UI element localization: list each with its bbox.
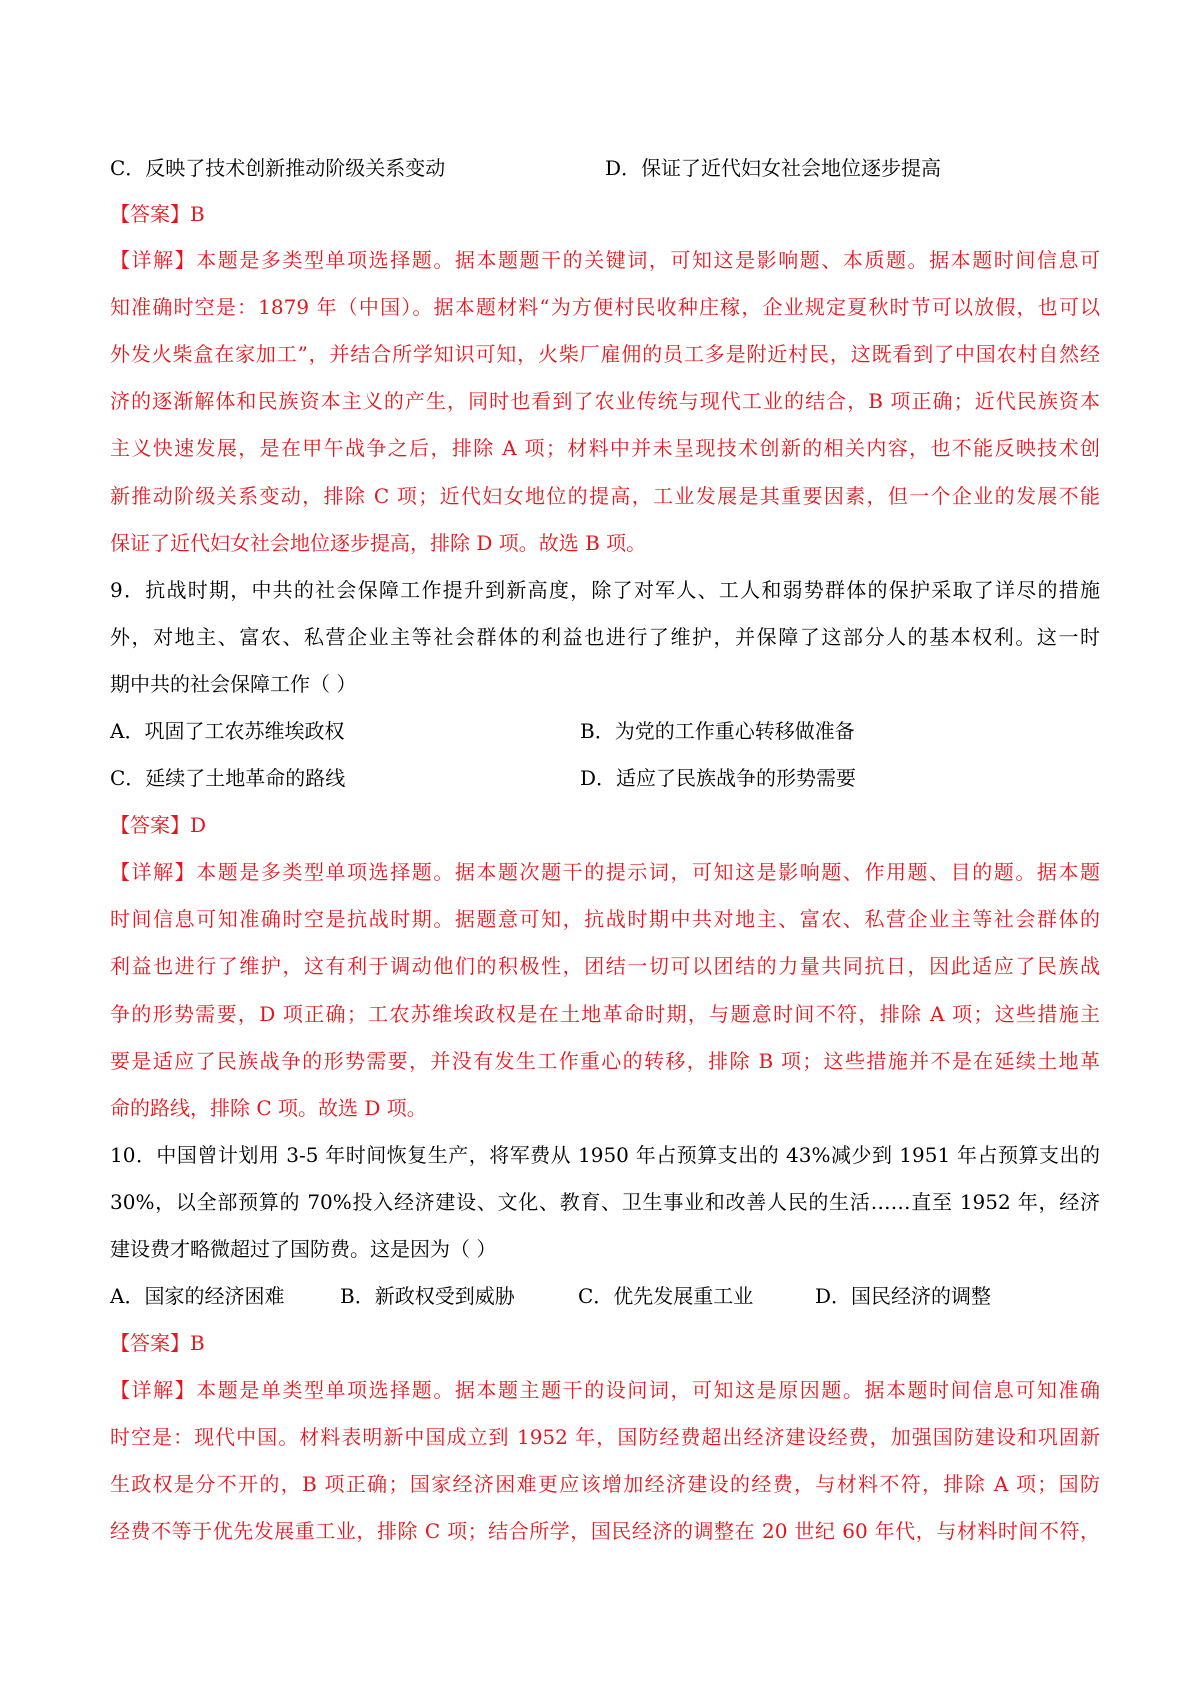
q10-detail-line: 【详解】本题是单类型单项选择题。据本题主题干的设问词，可知这是原因题。据本题时间信息可知准确 (110, 1378, 1100, 1402)
q10-answer: 【答案】B (110, 1331, 205, 1355)
q10-detail-line: 生政权是分不开的，B 项正确；国家经济困难更应该增加经济建设的经费，与材料不符，排除 A 项；国防 (110, 1472, 1100, 1496)
q9-option-d: D．适应了民族战争的形势需要 (580, 766, 857, 790)
q8-option-c: C．反映了技术创新推动阶级关系变动 (110, 156, 446, 180)
q10-detail-line: 时空是：现代中国。材料表明新中国成立到 1952 年，国防经费超出经济建设经费，加强国防建设和巩固新 (110, 1425, 1100, 1449)
q8-detail-line: 知准确时空是：1879 年（中国）。据本题材料“为方便村民收种庄稼，企业规定夏秋时节可以放假，也可以 (110, 295, 1100, 319)
q9-option-c: C．延续了土地革命的路线 (110, 766, 346, 790)
q8-detail-line: 【详解】本题是多类型单项选择题。据本题题干的关键词，可知这是影响题、本质题。据本题时间信息可 (110, 248, 1100, 272)
q10-detail-line: 经费不等于优先发展重工业，排除 C 项；结合所学，国民经济的调整在 20 世纪 60 年代，与材料时间不符， (110, 1519, 1100, 1543)
q9-detail-line: 争的形势需要，D 项正确；工农苏维埃政权是在土地革命时期，与题意时间不符，排除 A 项；这些措施主 (110, 1002, 1100, 1026)
q10-option-b: B．新政权受到威胁 (340, 1284, 515, 1308)
q8-detail-line: 保证了近代妇女社会地位逐步提高，排除 D 项。故选 B 项。 (110, 531, 647, 555)
q9-stem-line: 外，对地主、富农、私营企业主等社会群体的利益也进行了维护，并保障了这部分人的基本权利。这一时 (110, 625, 1100, 649)
q8-answer: 【答案】B (110, 202, 205, 226)
q9-option-a: A．巩固了工农苏维埃政权 (110, 719, 345, 743)
q8-detail-line: 新推动阶级关系变动，排除 C 项；近代妇女地位的提高，工业发展是其重要因素，但一个企业的发展不能 (110, 484, 1100, 508)
q9-detail-line: 时间信息可知准确时空是抗战时期。据题意可知，抗战时期中共对地主、富农、私营企业主等社会群体的 (110, 907, 1100, 931)
q9-stem-line: 期中共的社会保障工作（ ） (110, 672, 357, 696)
q10-option-a: A．国家的经济困难 (110, 1284, 285, 1308)
q8-option-d: D．保证了近代妇女社会地位逐步提高 (605, 156, 942, 180)
q10-stem-line: 10．中国曾计划用 3-5 年时间恢复生产，将军费从 1950 年占预算支出的 43%减少到 1951 年占预算支出的 (110, 1143, 1100, 1167)
q9-detail-line: 命的路线，排除 C 项。故选 D 项。 (110, 1096, 427, 1120)
q10-option-c: C．优先发展重工业 (578, 1284, 754, 1308)
q10-stem-line: 建设费才略微超过了国防费。这是因为（ ） (110, 1237, 497, 1261)
q10-stem-line: 30%，以全部预算的 70%投入经济建设、文化、教育、卫生事业和改善人民的生活……直至 1952 年，经济 (110, 1190, 1100, 1214)
q10-option-d: D．国民经济的调整 (815, 1284, 992, 1308)
q9-detail-line: 利益也进行了维护，这有利于调动他们的积极性，团结一切可以团结的力量共同抗日，因此适应了民族战 (110, 954, 1100, 978)
q9-detail-line: 要是适应了民族战争的形势需要，并没有发生工作重心的转移，排除 B 项；这些措施并不是在延续土地革 (110, 1049, 1100, 1073)
q8-detail-line: 主义快速发展，是在甲午战争之后，排除 A 项；材料中并未呈现技术创新的相关内容，也不能反映技术创 (110, 436, 1100, 460)
q9-stem-line: 9．抗战时期，中共的社会保障工作提升到新高度，除了对军人、工人和弱势群体的保护采取了详尽的措施 (110, 578, 1100, 602)
q9-option-b: B．为党的工作重心转移做准备 (580, 719, 855, 743)
q8-detail-line: 外发火柴盒在家加工”，并结合所学知识可知，火柴厂雇佣的员工多是附近村民，这既看到了中国农村自然经 (110, 342, 1100, 366)
q8-detail-line: 济的逐渐解体和民族资本主义的产生，同时也看到了农业传统与现代工业的结合，B 项正确；近代民族资本 (110, 389, 1100, 413)
q9-detail-line: 【详解】本题是多类型单项选择题。据本题次题干的提示词，可知这是影响题、作用题、目的题。据本题 (110, 860, 1100, 884)
q9-answer: 【答案】D (110, 813, 207, 837)
